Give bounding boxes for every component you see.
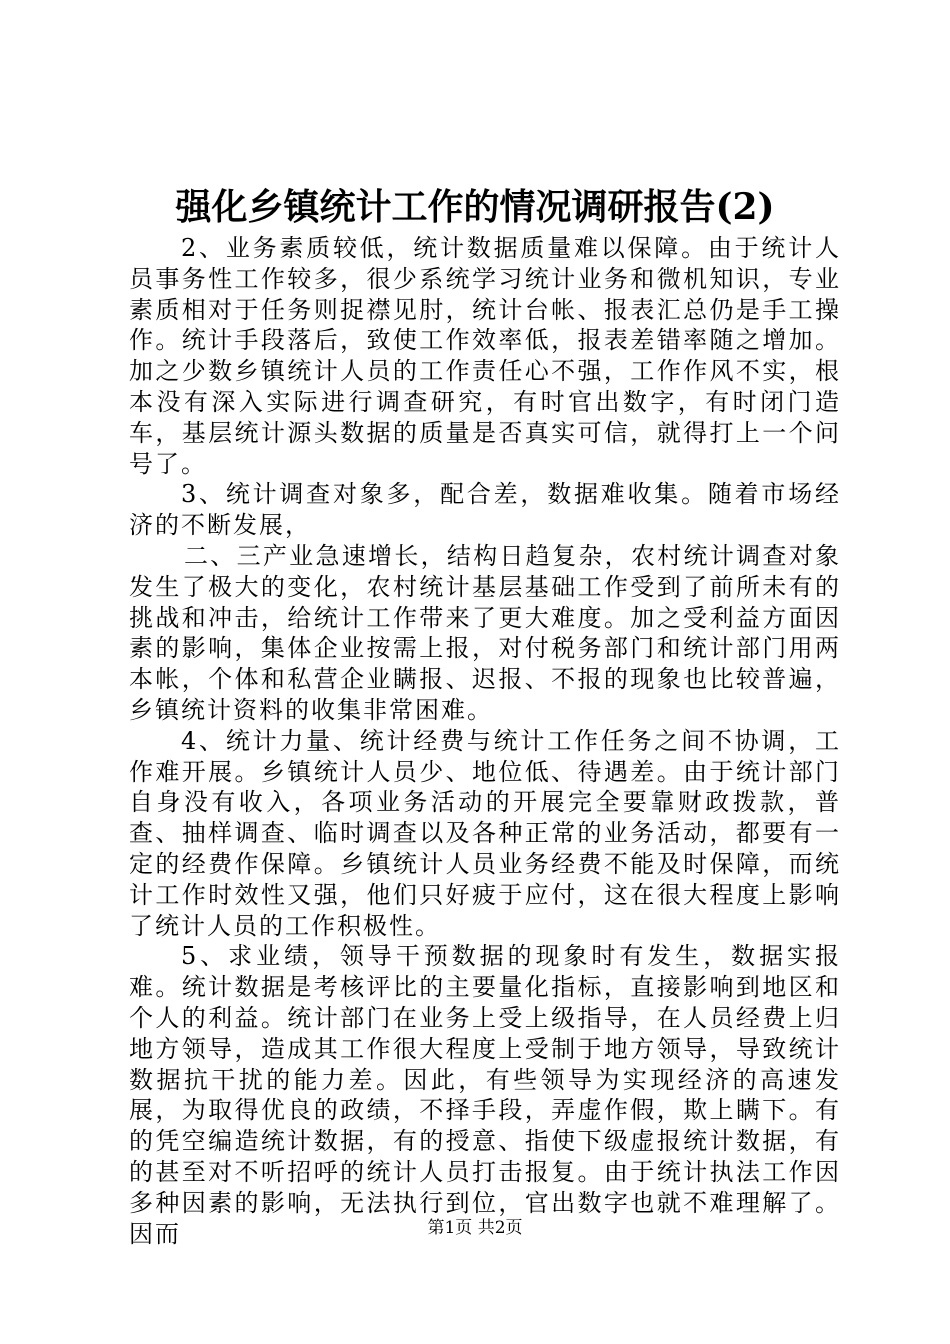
- page-number-footer: 第1页 共2页: [427, 1218, 523, 1238]
- document-body: [129, 233, 841, 1249]
- document-title: 强化乡镇统计工作的情况调研报告(2): [175, 186, 775, 228]
- paragraph-2: 2、业务素质较低，统计数据质量难以保障。由于统计人员事务性工作较多，很少系统学习统计业务和微机知识，专业素质相对于任务则捉襟见肘，统计台帐、报表汇总仍是手工操作。统计手段落后，致使工作效率低，报表差错率随之增加。加之少数乡镇统计人员的工作责任心不强，工作作风不实，根本没有深入实际进行调查研究，有时官出数字，有时闭门造车，基层统计源头数据的质量是否真实可信，就得打上一个问号了。: [129, 234, 841, 478]
- paragraph-3: 3、统计调查对象多，配合差，数据难收集。随着市场经济的不断发展，: [129, 480, 841, 540]
- paragraph-industry: 二、三产业急速增长，结构日趋复杂，农村统计调查对象发生了极大的变化，农村统计基层基础工作受到了前所未有的挑战和冲击，给统计工作带来了更大难度。加之受利益方面因素的影响，集体企业按需上报，对付税务部门和统计部门用两本帐，个体和私营企业瞒报、迟报、不报的现象也比较普遍，乡镇统计资料的收集非常困难。: [129, 541, 841, 724]
- paragraph-5: 5、求业绩，领导干预数据的现象时有发生，数据实报难。统计数据是考核评比的主要量化指标，直接影响到地区和个人的利益。统计部门在业务上受上级指导，在人员经费上归地方领导，造成其工作很大程度上受制于地方领导，导致统计数据抗干扰的能力差。因此，有些领导为实现经济的高速发展，为取得优良的政绩，不择手段，弄虚作假，欺上瞒下。有的凭空编造统计数据，有的授意、指使下级虚报统计数据，有的甚至对不听招呼的统计人员打击报复。由于统计执法工作因多种因素的影响，无法执行到位，官出数字也就不难理解了。因而: [129, 942, 841, 1248]
- paragraph-4: 4、统计力量、统计经费与统计工作任务之间不协调，工作难开展。乡镇统计人员少、地位低、待遇差。由于统计部门自身没有收入，各项业务活动的开展完全要靠财政拨款，普查、抽样调查、临时调查以及各种正常的业务活动，都要有一定的经费作保障。乡镇统计人员业务经费不能及时保障，而统计工作时效性又强，他们只好疲于应付，这在很大程度上影响了统计人员的工作积极性。: [129, 726, 841, 940]
